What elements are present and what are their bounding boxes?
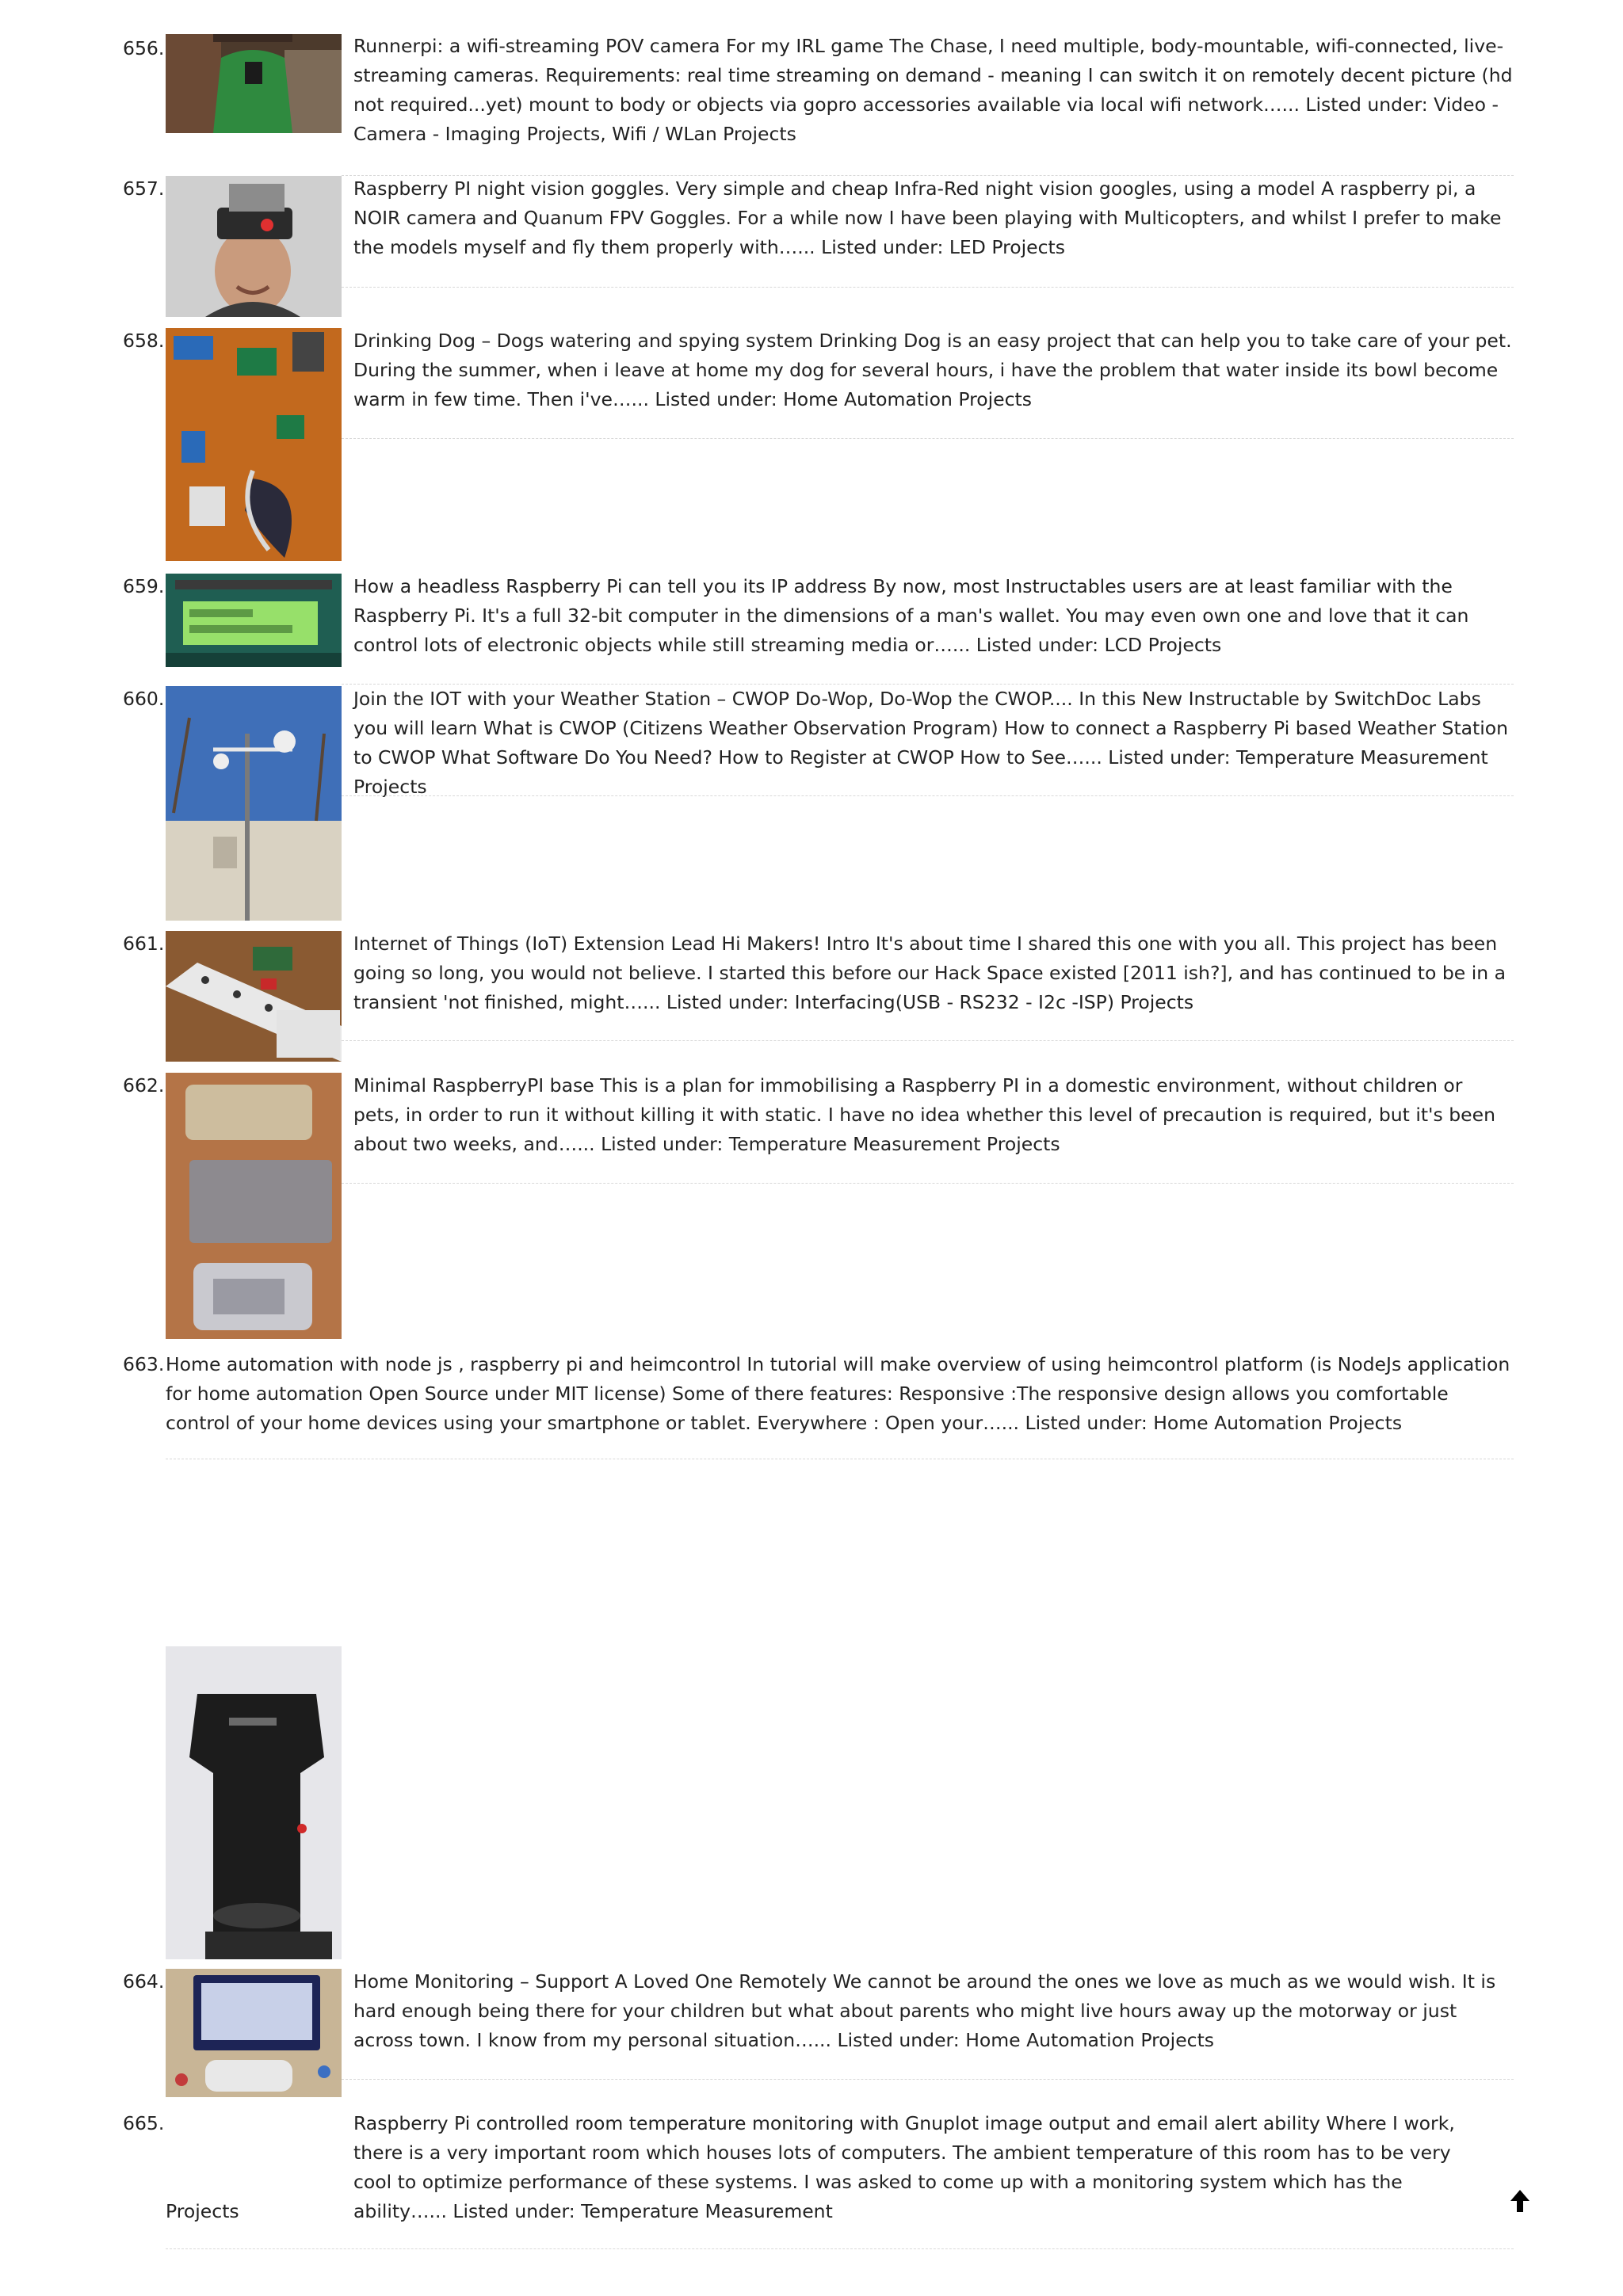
item-description: Drinking Dog – Dogs watering and spying system Drinking Dog is an easy project that can help you to take care of your pet. During the summer, when i leave at home my dog for several hours, i have the problem that water inside its bowl become warm in few time. Then i've…... Listed under: Home Automation Projects <box>353 330 1512 410</box>
pi-base-photo <box>166 1073 342 1339</box>
list-item <box>0 1350 1514 1960</box>
list-item <box>0 174 1514 317</box>
item-divider <box>342 2079 1514 2080</box>
item-description: Home Monitoring – Support A Loved One Remotely We cannot be around the ones we love as much as we would wish. It is hard enough being there for your children but what about parents who might live hours away up the motorway or just across town. I know from my personal situation…... Listed under: Home Automation Projects <box>353 1970 1496 2051</box>
item-number: 664. <box>123 1970 165 1993</box>
item-number: 665. <box>123 2112 165 2134</box>
item-description: Runnerpi: a wifi-streaming POV camera For my IRL game The Chase, I need multiple, body-mountable, wifi-connected, live-streaming cameras. Requirements: real time streaming on demand - meaning I can switch it on remotely decent picture (hd not required...yet) mount to body or objects via gopro accessories available via local wifi network…... Listed under: Video - Camera - Imaging Projects, Wifi / WLan Projects <box>353 35 1513 145</box>
list-item <box>0 572 1514 675</box>
item-description: Minimal RaspberryPI base This is a plan for immobilising a Raspberry PI in a domestic environment, without children or pets, in order to run it without killing it with static. I have no idea whether this level of precaution is required, but it's been about two weeks, and…... Listed under: Temperature Measurement Projects <box>353 1074 1495 1155</box>
item-description: Raspberry Pi controlled room temperature monitoring with Gnuplot image output and email alert ability Where I work, there is a very important room which houses lots of computers. The ambient temperature of this room has to be very cool to optimize performance of these systems. I was asked to come up with a monitoring system which has the ability…... Listed under: Temperature Measurement <box>353 2112 1455 2222</box>
goggles-photo <box>166 176 342 317</box>
item-number: 660. <box>123 688 165 710</box>
item-number: 658. <box>123 330 165 352</box>
item-divider <box>342 795 1514 796</box>
list-item <box>0 1967 1514 2102</box>
item-description-tail: Projects <box>166 2200 239 2222</box>
item-number: 662. <box>123 1074 165 1097</box>
extension-lead-photo <box>166 931 342 1062</box>
item-divider <box>342 287 1514 288</box>
thumbnail-iot-extension-lead[interactable] <box>166 931 342 1062</box>
electronics-photo <box>166 328 342 561</box>
thumbnail-runnerpi[interactable] <box>166 34 342 133</box>
item-description: Raspberry PI night vision goggles. Very simple and cheap Infra-Red night vision googles, using a model A raspberry pi, a NOIR camera and Quanum FPV Goggles. For a while now I have been playing with Multicopters, and whilst I prefer to make the models myself and fly them properly with…... Listed under: LED Projects <box>353 177 1502 258</box>
item-divider <box>342 438 1514 439</box>
lcd-photo <box>166 574 342 667</box>
thumbnail-headless-pi-ip[interactable] <box>166 574 342 667</box>
camera-photo <box>166 34 342 133</box>
weather-station-photo <box>166 686 342 921</box>
item-number: 661. <box>123 933 165 955</box>
thumbnail-night-vision-goggles[interactable] <box>166 176 342 317</box>
thumbnail-heimcontrol[interactable] <box>166 1646 342 1959</box>
list-item <box>0 326 1514 564</box>
thumbnail-drinking-dog[interactable] <box>166 328 342 561</box>
item-number: 656. <box>123 37 165 59</box>
item-divider <box>342 1040 1514 1041</box>
item-number: 659. <box>123 575 165 597</box>
thumbnail-minimal-pi-base[interactable] <box>166 1073 342 1339</box>
list-item <box>0 929 1514 1064</box>
list-item <box>0 685 1514 922</box>
list-item <box>0 32 1514 151</box>
coffee-maker-photo <box>166 1646 342 1959</box>
thumbnail-weather-station[interactable] <box>166 686 342 921</box>
thumbnail-home-monitoring[interactable] <box>166 1969 342 2097</box>
list-item <box>0 2109 1514 2267</box>
item-description: Home automation with node js , raspberry pi and heimcontrol In tutorial will make overview of using heimcontrol platform (is NodeJs application for home automation Open Source under MIT license) Some of there features: Responsive :The responsive design allows you comfortable control of your home devices using your smartphone or tablet. Everywhere : Open your…... Listed under: Home Automation Projects <box>166 1353 1510 1434</box>
item-number: 663. <box>123 1353 165 1375</box>
list-item <box>0 1071 1514 1341</box>
home-monitoring-photo <box>166 1969 342 2097</box>
item-divider <box>342 1183 1514 1184</box>
item-divider <box>166 2248 1514 2249</box>
scroll-to-top-button[interactable] <box>1509 2188 1531 2214</box>
item-description: How a headless Raspberry Pi can tell you its IP address By now, most Instructables users are at least familiar with the Raspberry Pi. It's a full 32-bit computer in the dimensions of a man's wallet. You may even own one and love that it can control lots of electronic objects while still streaming media or…... Listed under: LCD Projects <box>353 575 1469 656</box>
arrow-up-icon <box>1509 2188 1531 2214</box>
item-description: Join the IOT with your Weather Station – CWOP Do-Wop, Do-Wop the CWOP.... In this New Instructable by SwitchDoc Labs you will learn What is CWOP (Citizens Weather Observation Program) How to connect a Raspberry Pi based Weather Station to CWOP What Software Do You Need? How to Register at CWOP How to See…... Listed under: Temperature Measurement Projects <box>353 688 1509 798</box>
item-number: 657. <box>123 177 165 200</box>
item-description: Internet of Things (IoT) Extension Lead Hi Makers! Intro It's about time I shared this one with you all. This project has been going so long, you would not believe. I started this before our Hack Space existed [2011 ish?], and has continued to be in a transient 'not finished, might…... Listed under: Interfacing(USB - RS232 - I2c -ISP) Projects <box>353 933 1506 1013</box>
